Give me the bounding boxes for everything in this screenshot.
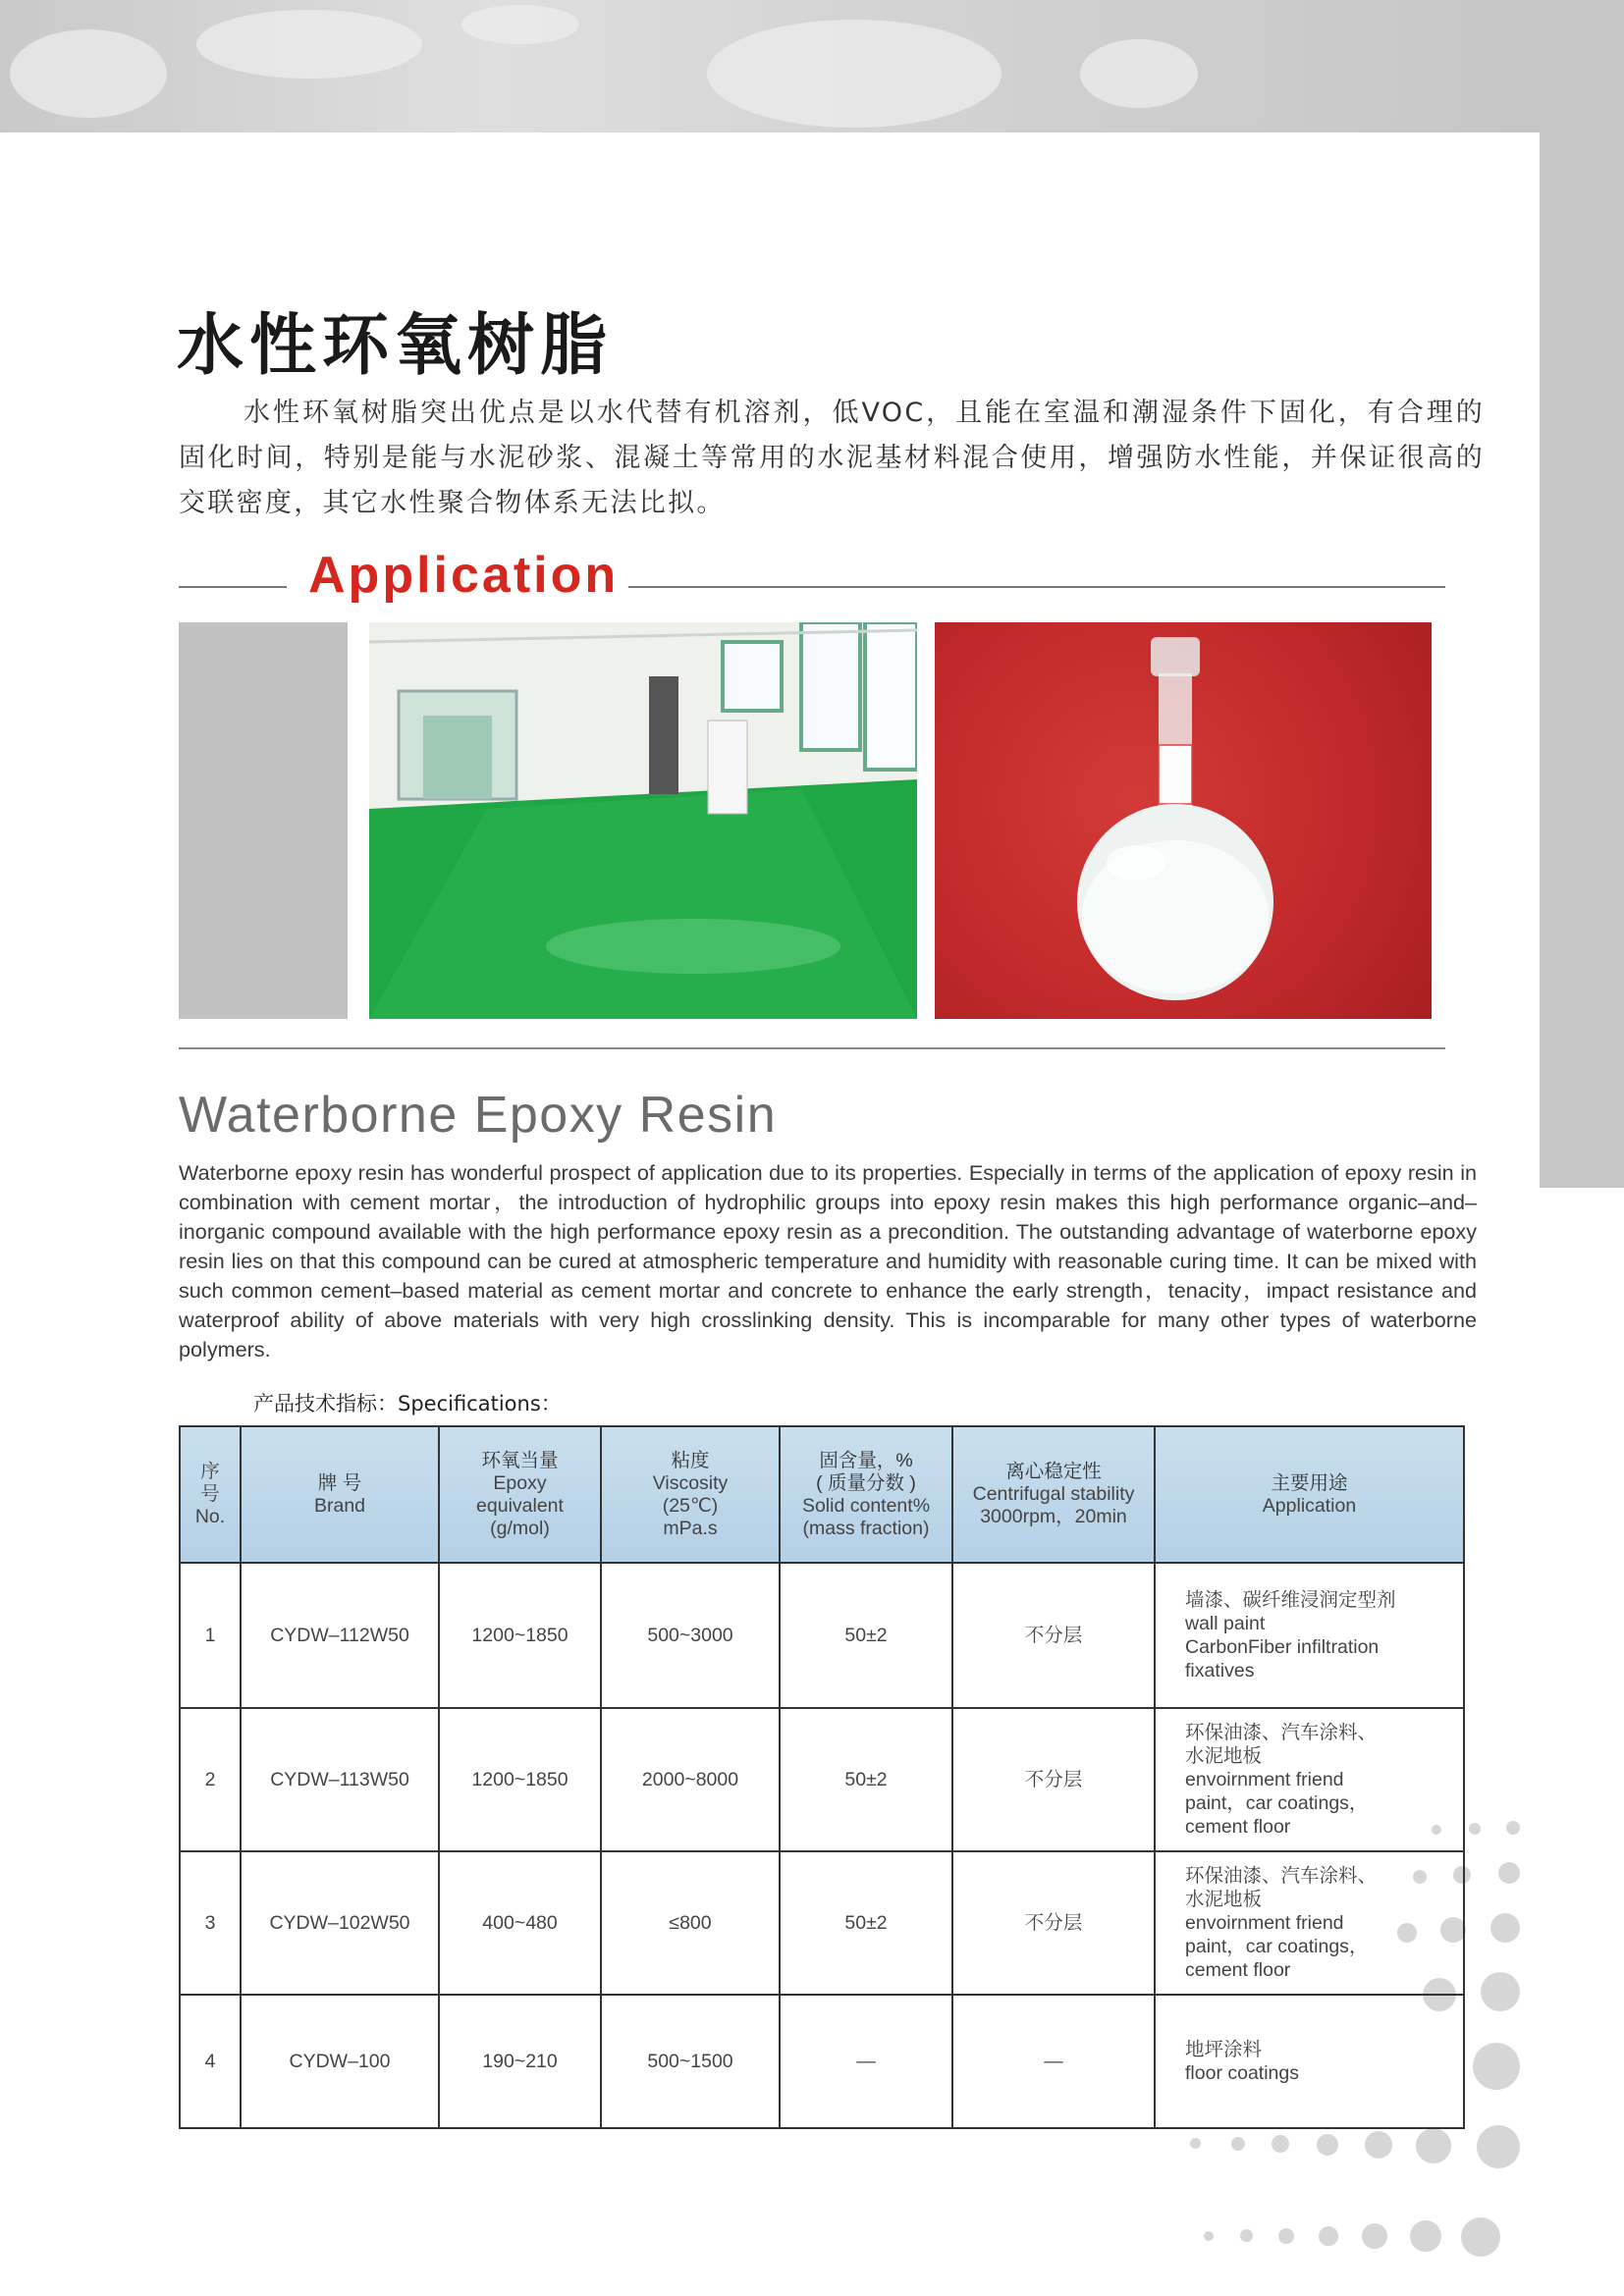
table-row [180,1995,1464,2128]
header-viscosity-en1: Viscosity [652,1471,729,1494]
header-viscosity-cn: 粘度 [671,1449,710,1471]
header-application-en: Application [1262,1494,1357,1517]
table-row [180,1563,1464,1708]
english-paragraph: Waterborne epoxy resin has wonderful prospect of application due to its properties. Especially in terms of the application of epoxy resin in combination with cement mortar，the introduction of hydrophilic groups into epoxy resin makes this high performance organic–and–inorganic compound available with the high performance epoxy resin as a precondition. The outstanding advantage of waterborne epoxy resin lies on that this compound can be cured at atmospheric temperature and humidity with reasonable curing time. It can be mixed with such common cement–based material as cement mortar and concrete to enhance the early strength，tenacity，impact resistance and waterproof ability of above materials with very high crosslinking density. This is incomparable for many other types of waterborne polymers. [179,1160,1477,1362]
app-line: 墙漆、碳纤维浸润定型剂 [1185,1589,1396,1611]
header-brand-en: Brand [313,1494,366,1517]
header-stability [952,1426,1155,1563]
cell-no: 1 [180,1563,241,1708]
cell-solid: 50±2 [780,1563,952,1708]
cell-epoxy: 190~210 [439,1995,601,2128]
cell-viscosity: 500~3000 [601,1563,780,1708]
cell-application [1155,1851,1464,1995]
cell-brand: CYDW–113W50 [241,1708,439,1851]
page-title-cn: 水性环氧树脂 [177,307,614,385]
cell-epoxy: 1200~1850 [439,1708,601,1851]
table-row [180,1708,1464,1851]
cell-stability: 不分层 [952,1563,1155,1708]
cell-application [1155,1563,1464,1708]
cell-viscosity: 500~1500 [601,1995,780,2128]
green-floor-photo [369,622,917,1019]
cell-epoxy: 1200~1850 [439,1563,601,1708]
intro-paragraph-cn: 水性环氧树脂突出优点是以水代替有机溶剂，低VOC，且能在室温和潮湿条件下固化，有合理的固化时间，特别是能与水泥砂浆、混凝土等常用的水泥基材料混合使用，增强防水性能，并保证很高的交联密度，其它水性聚合物体系无法比拟。 [179,398,1485,518]
specifications-label: 产品技术指标：Specifications： [253,1392,562,1415]
world-map-banner [0,0,1624,133]
cell-solid: — [780,1995,952,2128]
table-header-row [180,1426,1464,1563]
app-line: wall paint [1185,1613,1266,1634]
header-no-cn: 序号 [200,1461,220,1505]
header-epoxy-en1: Epoxy [493,1471,547,1494]
cell-brand: CYDW–102W50 [241,1851,439,1995]
header-epoxy-cn: 环氧当量 [481,1449,559,1471]
application-rule-left [179,586,287,588]
cell-stability: — [952,1995,1155,2128]
header-solid-en1: Solid content% [801,1494,931,1517]
header-stability-cn: 离心稳定性 [1005,1461,1102,1482]
header-epoxy-en3: (g/mol) [490,1517,550,1539]
header-solid-cn2: ( 质量分数 ) [816,1471,916,1494]
cell-solid: 50±2 [780,1851,952,1995]
header-solid-en2: (mass fraction) [802,1517,930,1539]
header-solid [780,1426,952,1563]
side-band [1540,0,1624,1188]
cell-no: 4 [180,1995,241,2128]
app-line: 环保油漆、汽车涂料、 [1185,1865,1378,1887]
specifications-table [179,1425,1465,2129]
app-line: cement floor [1185,1816,1291,1838]
app-line: paint，car coatings， [1185,1936,1369,1957]
app-line: 地坪涂料 [1185,2039,1263,2060]
cell-epoxy: 400~480 [439,1851,601,1995]
app-line: envoirnment friend [1185,1912,1344,1934]
header-solid-cn1: 固含量，% [819,1449,913,1471]
app-line: cement floor [1185,1959,1291,1981]
app-line: 环保油漆、汽车涂料、 [1185,1722,1378,1743]
header-no-en: No. [194,1506,226,1527]
cell-solid: 50±2 [780,1708,952,1851]
cell-viscosity: ≤800 [601,1851,780,1995]
header-no [180,1426,241,1563]
cell-stability: 不分层 [952,1851,1155,1995]
app-line: envoirnment friend [1185,1769,1344,1790]
english-title: Waterborne Epoxy Resin [179,1087,778,1144]
section-divider [179,1047,1445,1049]
header-viscosity-en2: (25℃) [662,1494,719,1517]
application-rule-right [628,586,1445,588]
header-brand-cn: 牌 号 [317,1471,362,1494]
cell-brand: CYDW–112W50 [241,1563,439,1708]
header-brand [241,1426,439,1563]
app-line: CarbonFiber infiltration [1185,1636,1380,1658]
application-heading: Application [308,547,620,604]
app-line: floor coatings [1185,2062,1299,2084]
app-line: 水泥地板 [1185,1889,1263,1910]
cell-application [1155,1708,1464,1851]
flask-photo [935,622,1432,1019]
gray-panel [179,622,348,1019]
app-line: fixatives [1185,1660,1255,1682]
app-line: paint，car coatings， [1185,1792,1369,1814]
header-viscosity [601,1426,780,1563]
cell-no: 3 [180,1851,241,1995]
cell-brand: CYDW–100 [241,1995,439,2128]
header-epoxy-en2: equivalent [476,1494,564,1517]
cell-no: 2 [180,1708,241,1851]
cell-application [1155,1995,1464,2128]
header-application-cn: 主要用途 [1271,1471,1348,1494]
cell-viscosity: 2000~8000 [601,1708,780,1851]
cell-stability: 不分层 [952,1708,1155,1851]
header-epoxy [439,1426,601,1563]
app-line: 水泥地板 [1185,1745,1263,1767]
table-row [180,1851,1464,1995]
header-viscosity-en3: mPa.s [663,1517,718,1539]
header-application [1155,1426,1464,1563]
header-stability-en1: Centrifugal stability [972,1483,1135,1505]
header-stability-en2: 3000rpm，20min [980,1506,1127,1527]
